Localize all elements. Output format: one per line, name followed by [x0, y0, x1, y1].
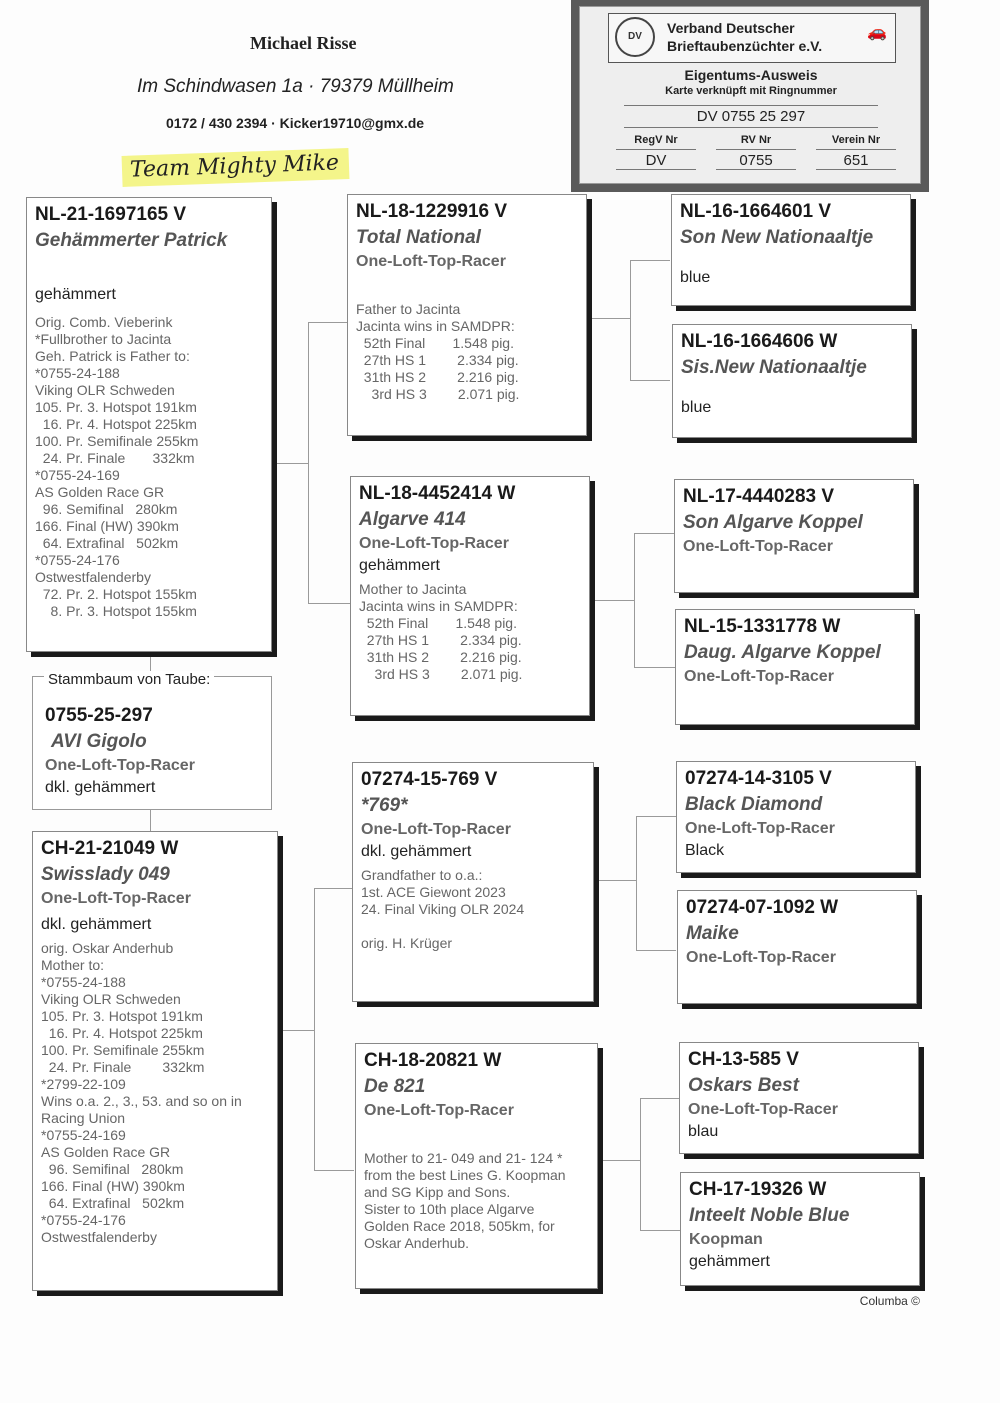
- fm-attr: gehämmert: [359, 557, 440, 574]
- verband-line-2: Brieftaubenzüchter e.V.: [667, 38, 823, 54]
- mmm-subtitle: Koopman: [689, 1231, 763, 1248]
- mm-notes: Mother to 21- 049 and 21- 124 * from the best Lines G. Koopman and SG Kipp and Sons. Sister to 10th place Algarve Golden Race 2018, 505km, for Oskar Anderhub.: [364, 1150, 566, 1251]
- connector-line: [596, 880, 636, 881]
- mm-name: De 821: [364, 1076, 426, 1097]
- mmm-attr: gehämmert: [689, 1253, 770, 1270]
- dv-logo-icon: DV: [615, 17, 655, 57]
- rv-value: 0755: [716, 150, 796, 170]
- copyright: Columba ©: [859, 1294, 920, 1308]
- mother-ring: CH-21-21049 W: [41, 838, 179, 859]
- mfm-name: Maike: [686, 923, 739, 944]
- mf-subtitle: One-Loft-Top-Racer: [361, 821, 511, 838]
- card-ring-number: DV 0755 25 297: [624, 105, 878, 128]
- fm-name: Algarve 414: [359, 509, 466, 530]
- regv-column: [616, 134, 696, 170]
- connector-line: [630, 260, 631, 380]
- connector-line: [272, 463, 308, 464]
- connector-line: [634, 667, 676, 668]
- connector-line: [308, 322, 309, 604]
- mfm-box: [677, 890, 917, 1004]
- fm-subtitle: One-Loft-Top-Racer: [359, 535, 509, 552]
- connector-line: [592, 600, 634, 601]
- connector-line: [634, 533, 635, 667]
- connector-line: [636, 816, 637, 950]
- mmm-box: [680, 1172, 920, 1286]
- mf-notes: Grandfather to o.a.: 1st. ACE Giewont 2023 24. Final Viking OLR 2024 orig. H. Krüger: [361, 867, 525, 951]
- root-attr: dkl. gehämmert: [45, 779, 156, 796]
- mother-subtitle: One-Loft-Top-Racer: [41, 890, 191, 907]
- father-notes: Orig. Comb. Vieberink *Fullbrother to Jacinta Geh. Patrick is Father to: *0755-24-188 Viking OLR Schweden 105. Pr. 3. Hotspot 191km 16. Pr. 4. Hotspot 225km 100. Pr. Semifinale 255km 24. Pr. Finale 332km *0755-24-169 AS Golden Race GR 96. Semifinal 280km 166. Final (HW) 390km 64. Extrafinal 502km *0755-24-176 Ostwestfalenderby 72. Pr. 2. Hotspot 155km 8. Pr. 3. Hotspot 155km: [35, 314, 199, 619]
- connector-line: [314, 888, 315, 1170]
- root-ring: 0755-25-297: [45, 705, 153, 726]
- mmm-name: Inteelt Noble Blue: [689, 1205, 850, 1226]
- ff-name: Total National: [356, 227, 481, 248]
- fm-box: [350, 476, 590, 716]
- connector-line: [314, 1170, 354, 1171]
- connector-line: [590, 318, 630, 319]
- connector-line: [640, 1230, 680, 1231]
- connector-line: [278, 1030, 314, 1031]
- regv-label: RegV Nr: [616, 134, 696, 150]
- verband-header: [608, 13, 896, 63]
- ff-notes: Father to Jacinta Jacinta wins in SAMDPR: 52th Final 1.548 pig. 27th HS 1 2.334 pig. 31th HS 2 2.216 pig. 3rd HS 3 2.071 pig.: [356, 301, 520, 402]
- connector-line: [630, 260, 670, 261]
- mmf-box: [679, 1042, 919, 1154]
- mmf-attr: blau: [688, 1123, 719, 1140]
- connector-line: [640, 1098, 641, 1230]
- card-subtitle: Karte verknüpft mit Ringnummer: [665, 85, 837, 97]
- root-name: AVI Gigolo: [51, 731, 147, 752]
- ff-subtitle: One-Loft-Top-Racer: [356, 253, 506, 270]
- fmf-subtitle: One-Loft-Top-Racer: [683, 538, 833, 555]
- connector-line: [636, 950, 676, 951]
- root-label: Stammbaum von Taube:: [44, 671, 214, 688]
- mmf-ring: CH-13-585 V: [688, 1049, 799, 1070]
- connector-line: [314, 888, 352, 889]
- card-title: Eigentums-Ausweis: [684, 67, 818, 83]
- verein-label: Verein Nr: [816, 134, 896, 150]
- owner-contact: 0172 / 430 2394 · Kicker19710@gmx.de: [166, 115, 425, 131]
- mff-attr: Black: [685, 842, 725, 859]
- fmm-ring: NL-15-1331778 W: [684, 616, 841, 637]
- fmm-box: [675, 609, 915, 725]
- connector-line: [308, 603, 352, 604]
- connector-line: [308, 322, 348, 323]
- father-box: [26, 197, 272, 652]
- mother-box: [32, 831, 278, 1291]
- verband-line-1: Verband Deutscher: [667, 20, 795, 36]
- mff-name: Black Diamond: [685, 794, 823, 815]
- fm-ring: NL-18-4452414 W: [359, 483, 516, 504]
- root-pigeon-box: [32, 676, 272, 810]
- mfm-ring: 07274-07-1092 W: [686, 897, 839, 918]
- ffm-attr: blue: [681, 399, 712, 416]
- mm-subtitle: One-Loft-Top-Racer: [364, 1102, 514, 1119]
- connector-line: [640, 1098, 680, 1099]
- father-ring: NL-21-1697165 V: [35, 204, 187, 225]
- owner-address: Im Schindwasen 1a · 79379 Müllheim: [137, 76, 454, 97]
- verein-value: 651: [816, 150, 896, 170]
- mf-name: *769*: [361, 795, 408, 816]
- fff-attr: blue: [680, 269, 711, 286]
- car-icon: 🚗: [867, 24, 887, 41]
- mff-subtitle: One-Loft-Top-Racer: [685, 820, 835, 837]
- fff-ring: NL-16-1664601 V: [680, 201, 832, 222]
- mff-ring: 07274-14-3105 V: [685, 768, 832, 789]
- mf-attr: dkl. gehämmert: [361, 843, 472, 860]
- father-attr: gehämmert: [35, 286, 116, 303]
- owner-name: Michael Risse: [250, 33, 357, 53]
- ffm-box: [672, 324, 912, 438]
- fmm-name: Daug. Algarve Koppel: [684, 642, 881, 663]
- connector-line: [600, 1160, 640, 1161]
- ownership-card-body: [579, 6, 921, 184]
- connector-line: [150, 810, 151, 832]
- fmm-subtitle: One-Loft-Top-Racer: [684, 668, 834, 685]
- mmf-name: Oskars Best: [688, 1075, 799, 1096]
- verein-column: [816, 134, 896, 170]
- team-handwritten: Team Mighty Mike: [122, 148, 350, 187]
- fff-name: Son New Nationaaltje: [680, 227, 874, 248]
- mm-box: [355, 1043, 598, 1289]
- root-subtitle: One-Loft-Top-Racer: [45, 757, 195, 774]
- ff-box: [347, 194, 587, 436]
- fff-box: [671, 194, 911, 306]
- fmf-ring: NL-17-4440283 V: [683, 486, 835, 507]
- mother-name: Swisslady 049: [41, 864, 170, 885]
- ff-ring: NL-18-1229916 V: [356, 201, 508, 222]
- connector-line: [636, 816, 676, 817]
- fmf-box: [674, 479, 914, 593]
- father-name: Gehämmerter Patrick: [35, 230, 228, 251]
- connector-line: [634, 533, 674, 534]
- ffm-ring: NL-16-1664606 W: [681, 331, 838, 352]
- mf-box: [352, 762, 594, 1002]
- mother-attr: dkl. gehämmert: [41, 916, 152, 933]
- mother-notes: orig. Oskar Anderhub Mother to: *0755-24-188 Viking OLR Schweden 105. Pr. 3. Hotspot 191km 16. Pr. 4. Hotspot 225km 100. Pr. Semifinale 255km 24. Pr. Finale 332km *2799-22-109 Wins o.a. 2., 3., 53. and so on in Racing Union *0755-24-169 AS Golden Race GR 96. Semifinal 280km 166. Final (HW) 390km 64. Extrafinal 502km *0755-24-176 Ostwestfalenderby: [41, 940, 242, 1245]
- ffm-name: Sis.New Nationaaltje: [681, 357, 867, 378]
- regv-value: DV: [616, 150, 696, 170]
- fm-notes: Mother to Jacinta Jacinta wins in SAMDPR: 52th Final 1.548 pig. 27th HS 1 2.334 pig. 31th HS 2 2.216 pig. 3rd HS 3 2.071 pig.: [359, 581, 523, 682]
- connector-line: [630, 380, 670, 381]
- mff-box: [676, 761, 916, 873]
- mfm-subtitle: One-Loft-Top-Racer: [686, 949, 836, 966]
- mmm-ring: CH-17-19326 W: [689, 1179, 827, 1200]
- mf-ring: 07274-15-769 V: [361, 769, 498, 790]
- mmf-subtitle: One-Loft-Top-Racer: [688, 1101, 838, 1118]
- fmf-name: Son Algarve Koppel: [683, 512, 863, 533]
- mm-ring: CH-18-20821 W: [364, 1050, 502, 1071]
- verband-name: [667, 19, 867, 55]
- rv-column: [716, 134, 796, 170]
- rv-label: RV Nr: [716, 134, 796, 150]
- ownership-card: [571, 0, 929, 192]
